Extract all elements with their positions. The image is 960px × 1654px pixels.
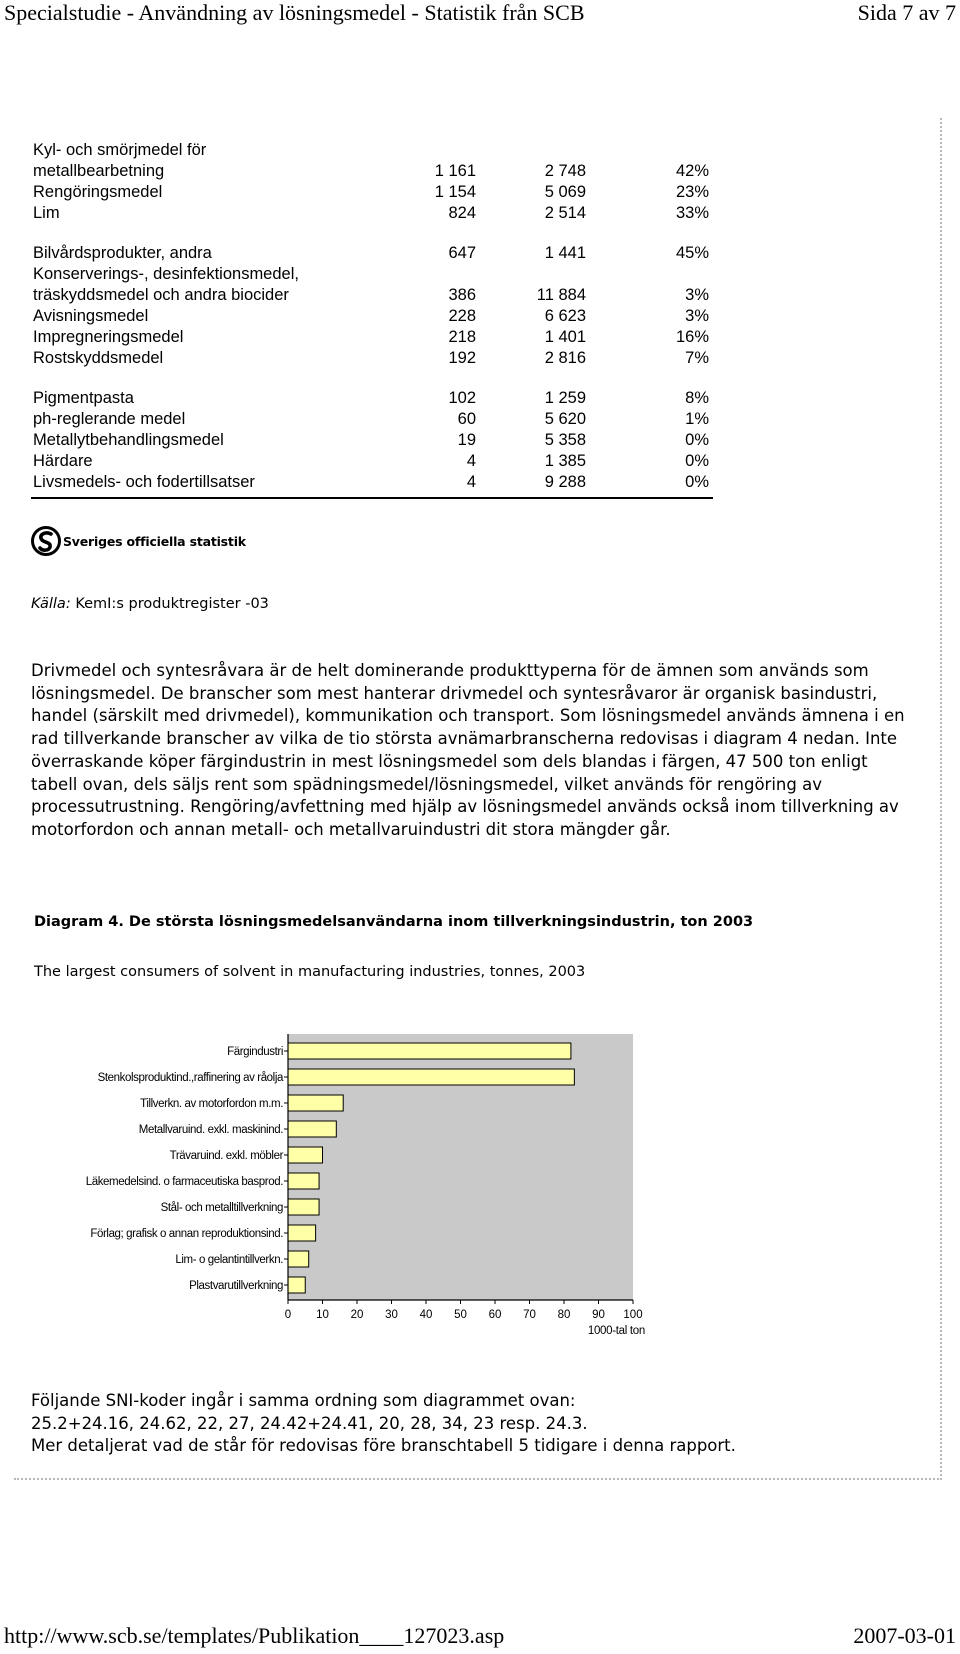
table-row [33, 388, 713, 409]
table-bottom-rule [31, 497, 713, 499]
source-text: KemI:s produktregister -03 [70, 596, 269, 612]
x-tick-label: 50 [454, 1309, 467, 1321]
row-value-2: 2 514 [544, 204, 586, 222]
row-value-2: 1 401 [544, 328, 586, 346]
row-name: metallbearbetning [33, 162, 165, 180]
bar [288, 1225, 316, 1241]
sni-line-1: Följande SNI-koder ingår i samma ordning som diagrammet ovan: [31, 1391, 576, 1410]
row-value-2: 2 748 [544, 162, 586, 180]
sni-codes-note [31, 1390, 736, 1458]
category-label: Förlag; grafisk o annan reproduktionsind. [90, 1228, 283, 1240]
table-row [33, 285, 713, 306]
row-share: 3% [685, 286, 709, 304]
scb-swirl-icon [31, 526, 61, 556]
row-value-2: 5 620 [544, 410, 586, 428]
table-row [33, 182, 713, 203]
table-row [33, 430, 713, 451]
sni-line-3: Mer detaljerat vad de står för redovisas före branschtabell 5 tidigare i denna rapport. [31, 1436, 736, 1455]
solvent-table [33, 140, 713, 493]
bar [288, 1173, 319, 1189]
row-share: 42% [675, 162, 709, 180]
x-tick-label: 40 [419, 1309, 433, 1321]
row-share: 45% [675, 244, 709, 262]
row-name: ph-reglerande medel [33, 410, 186, 428]
page-number: Sida 7 av 7 [857, 0, 956, 25]
row-share: 1% [685, 410, 709, 428]
bar [288, 1121, 336, 1137]
footer-date: 2007-03-01 [853, 1623, 956, 1648]
category-label: Lim- o gelantintillverkn. [175, 1254, 283, 1266]
row-name: Härdare [33, 452, 93, 470]
bar [288, 1069, 574, 1085]
scb-logo [31, 525, 246, 557]
bar [288, 1095, 343, 1111]
row-value-1: 4 [466, 473, 476, 491]
row-value-1: 102 [448, 389, 476, 407]
row-name: Rostskyddsmedel [33, 349, 164, 367]
row-share: 3% [685, 307, 709, 325]
category-label: Stenkolsproduktind.,raffinering av råolja [97, 1072, 283, 1084]
row-share: 7% [685, 349, 709, 367]
x-tick-label: 0 [284, 1309, 292, 1321]
table-row [33, 472, 713, 493]
x-tick-label: 10 [316, 1309, 329, 1321]
category-label: Tillverkn. av motorfordon m.m. [140, 1098, 283, 1110]
row-name: Impregneringsmedel [33, 328, 184, 346]
row-name: Bilvårdsprodukter, andra [33, 244, 212, 262]
bar [288, 1251, 309, 1267]
table-row [33, 264, 713, 285]
row-value-2: 5 069 [544, 183, 586, 201]
row-share: 0% [685, 431, 709, 449]
row-value-2: 11 884 [536, 286, 586, 304]
row-share: 16% [675, 328, 709, 346]
x-tick-label: 60 [488, 1309, 502, 1321]
x-tick-label: 90 [592, 1309, 605, 1321]
row-value-1: 19 [457, 431, 476, 449]
x-tick-label: 30 [385, 1309, 398, 1321]
category-label: Stål- och metalltillverkning [160, 1202, 283, 1214]
row-value-1: 647 [448, 244, 476, 262]
x-axis-label: 1000-tal ton [587, 1325, 645, 1337]
row-share: 33% [675, 204, 709, 222]
category-label: Plastvarutillverkning [189, 1280, 283, 1292]
table-spacer [33, 224, 713, 243]
source-label: Källa: [31, 596, 71, 612]
table-spacer [33, 369, 713, 388]
page-header-title: Specialstudie - Användning av lösningsmedel - Statistik från SCB [4, 0, 585, 25]
row-share: 23% [675, 183, 709, 201]
category-label: Färgindustri [227, 1046, 283, 1058]
body-text [31, 660, 911, 842]
bar [288, 1147, 323, 1163]
table-row [33, 409, 713, 430]
row-share: 0% [685, 452, 709, 470]
row-name: träskyddsmedel och andra biocider [33, 286, 289, 304]
row-name: Metallytbehandlingsmedel [33, 431, 224, 449]
row-share: 8% [685, 389, 709, 407]
row-name: Avisningsmedel [33, 307, 149, 325]
row-value-1: 192 [448, 349, 476, 367]
row-value-1: 60 [457, 410, 476, 428]
logo-text: Sveriges officiella statistik [63, 533, 246, 549]
row-value-1: 386 [448, 286, 476, 304]
table-row [33, 161, 713, 182]
bar [288, 1199, 319, 1215]
row-name: Livsmedels- och fodertillsatser [33, 473, 255, 491]
table-row [33, 243, 713, 264]
x-tick-label: 20 [350, 1309, 364, 1321]
sni-line-2: 25.2+24.16, 24.62, 22, 27, 24.42+24.41, 20, 28, 34, 23 resp. 24.3. [31, 1413, 588, 1433]
diagram-title: Diagram 4. De största lösningsmedelsanvändarna inom tillverkningsindustrin, ton 2003 [34, 914, 754, 930]
row-value-2: 9 288 [544, 473, 586, 491]
row-value-2: 1 441 [544, 244, 586, 262]
consumers-bar-chart [30, 1030, 690, 1360]
row-name: Pigmentpasta [33, 389, 134, 407]
x-tick-label: 80 [557, 1309, 571, 1321]
table-row [33, 451, 713, 472]
row-value-1: 4 [466, 452, 476, 470]
row-name: Konserverings-, desinfektionsmedel, [33, 265, 299, 283]
row-value-1: 228 [448, 307, 476, 325]
category-label: Metallvaruind. exkl. maskinind. [138, 1124, 283, 1136]
bar [288, 1277, 305, 1293]
bar [288, 1043, 571, 1059]
row-value-2: 5 358 [544, 431, 586, 449]
row-value-1: 1 154 [434, 183, 476, 201]
row-share: 0% [685, 473, 709, 491]
category-label: Läkemedelsind. o farmaceutiska basprod. [85, 1176, 283, 1188]
row-value-2: 6 623 [544, 307, 586, 325]
row-value-1: 218 [448, 328, 476, 346]
source-note [31, 596, 269, 612]
x-tick-label: 100 [623, 1309, 643, 1321]
table-row [33, 306, 713, 327]
category-label: Trävaruind. exkl. möbler [169, 1150, 283, 1162]
row-name: Lim [33, 204, 60, 222]
row-value-2: 1 259 [544, 389, 586, 407]
x-tick-label: 70 [523, 1309, 536, 1321]
row-value-1: 824 [448, 204, 476, 222]
table-row [33, 140, 713, 161]
row-value-2: 2 816 [544, 349, 586, 367]
row-name: Kyl- och smörjmedel för [33, 141, 207, 159]
body-paragraph: Drivmedel och syntesråvara är de helt dominerande produkttyperna för de ämnen som används som lösningsmedel. De branscher som mest hanterar drivmedel och syntesråvaror är organisk basindustri, handel (särskilt med drivmedel), kommunikation och transport. Som lösningsmedel används ämnena i en rad tillverkande branscher av vilka de tio största avnämarbranscherna redovisas i diagram 4 nedan. Inte överraskande köper färgindustrin in mest lösningsmedel som dels blandas i färgen, 47 500 ton enligt tabell ovan, dels säljs rent som spädningsmedel/lösningsmedel, vilket används för rengöring av processutrustning. Rengöring/avfettning med hjälp av lösningsmedel används också inom tillverkning av motorfordon och annan metall- och metallvaruindustri dit stora mängder går. [31, 661, 905, 839]
table-row [33, 327, 713, 348]
footer-url: http://www.scb.se/templates/Publikation____127023.asp [4, 1623, 505, 1648]
table-row [33, 203, 713, 224]
row-value-2: 1 385 [544, 452, 586, 470]
diagram-subtitle: The largest consumers of solvent in manufacturing industries, tonnes, 2003 [34, 964, 586, 980]
row-name: Rengöringsmedel [33, 183, 163, 201]
table-row [33, 348, 713, 369]
row-value-1: 1 161 [434, 162, 476, 180]
